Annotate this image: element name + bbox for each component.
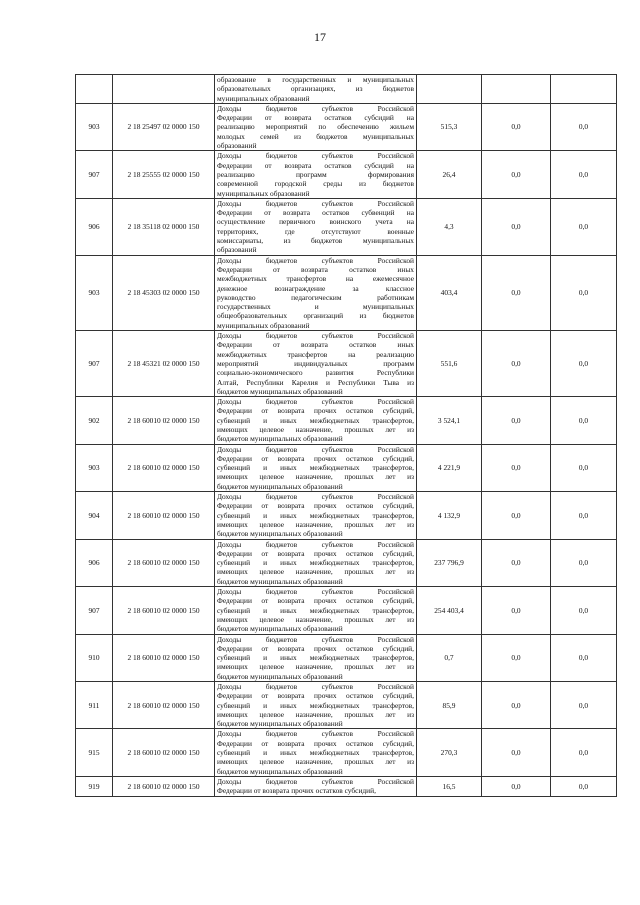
revenue-code-cell: 2 18 35118 02 0000 150	[113, 198, 215, 255]
revenue-name-line: Федерации от возврата прочих остатков субсидий,	[217, 691, 414, 701]
admin-code-cell: 903	[76, 103, 113, 150]
revenue-name-line: Федерации от возврата остатков иных	[217, 340, 414, 350]
amount-year3-cell: 0,0	[551, 397, 617, 444]
revenue-name-line: муниципальных образований	[217, 188, 310, 198]
amount-year2-cell: 0,0	[482, 776, 551, 796]
table-row	[76, 397, 617, 444]
revenue-code-cell	[113, 75, 215, 104]
revenue-name-line: Доходы бюджетов субъектов Российской	[217, 198, 414, 208]
revenue-name-line: денежное вознаграждение за классное	[217, 283, 414, 293]
admin-code-cell: 907	[76, 331, 113, 397]
table-row	[76, 103, 617, 150]
revenue-code-cell: 2 18 45303 02 0000 150	[113, 255, 215, 330]
revenue-name-line: Федерации от возврата прочих остатков субсидий,	[217, 738, 414, 748]
table-row	[76, 75, 617, 104]
revenue-name-line: Алтай, Республики Карелия и Республики Тыва из	[217, 377, 414, 387]
revenue-name-line: бюджетов муниципальных образований	[217, 434, 343, 444]
table-row	[76, 444, 617, 491]
amount-year2-cell: 0,0	[482, 682, 551, 729]
revenue-name-line: имеющих целевое назначение, прошлых лет из	[217, 567, 414, 577]
revenue-code-cell: 2 18 60010 02 0000 150	[113, 587, 215, 634]
revenue-name-line: Федерации от возврата прочих остатков субсидий,	[217, 453, 414, 463]
revenue-name-cell	[215, 444, 417, 491]
amount-year3-cell: 0,0	[551, 682, 617, 729]
amount-year2-cell: 0,0	[482, 539, 551, 586]
amount-year1-cell: 4 221,9	[417, 444, 482, 491]
table-row	[76, 331, 617, 397]
amount-year2-cell: 0,0	[482, 587, 551, 634]
revenue-name-line: бюджетов муниципальных образований	[217, 671, 343, 681]
amount-year3-cell: 0,0	[551, 587, 617, 634]
revenue-name-line: Доходы бюджетов субъектов Российской	[217, 539, 414, 549]
revenue-name-line: мероприятий индивидуальных программ	[217, 358, 414, 368]
revenue-name-line: муниципальных образований	[217, 93, 310, 103]
amount-year1-cell: 270,3	[417, 729, 482, 776]
revenue-name-line: социально-экономического развития Республики	[217, 368, 414, 378]
revenue-name-line: общеобразовательных организаций из бюджетов	[217, 311, 414, 321]
admin-code-cell: 903	[76, 444, 113, 491]
revenue-name-line: Доходы бюджетов субъектов Российской	[217, 255, 414, 265]
amount-year3-cell: 0,0	[551, 331, 617, 397]
amount-year3-cell: 0,0	[551, 729, 617, 776]
amount-year2-cell: 0,0	[482, 103, 551, 150]
amount-year1-cell: 85,9	[417, 682, 482, 729]
revenue-name-line: бюджетов муниципальных образований	[217, 481, 343, 491]
amount-year3-cell: 0,0	[551, 103, 617, 150]
amount-year2-cell: 0,0	[482, 198, 551, 255]
revenue-name-line: имеющих целевое назначение, прошлых лет из	[217, 472, 414, 482]
revenue-name-line: межбюджетных трансфертов на реализацию	[217, 349, 414, 359]
revenue-table	[75, 74, 617, 797]
revenue-name-line: Доходы бюджетов субъектов Российской	[217, 776, 414, 786]
amount-year1-cell: 254 403,4	[417, 587, 482, 634]
table-row	[76, 682, 617, 729]
revenue-name-line: имеющих целевое назначение, прошлых лет из	[217, 662, 414, 672]
revenue-name-line: образований	[217, 141, 257, 151]
revenue-name-line: образование в государственных и муниципальных	[217, 75, 414, 84]
amount-year2-cell	[482, 75, 551, 104]
revenue-name-cell	[215, 776, 417, 796]
amount-year3-cell: 0,0	[551, 255, 617, 330]
revenue-name-line: комиссариаты, из бюджетов муниципальных	[217, 236, 414, 246]
revenue-name-line: субвенций и иных межбюджетных трансфертов,	[217, 558, 414, 568]
amount-year1-cell: 4,3	[417, 198, 482, 255]
revenue-name-line: субвенций и иных межбюджетных трансфертов,	[217, 510, 414, 520]
revenue-code-cell: 2 18 45321 02 0000 150	[113, 331, 215, 397]
admin-code-cell: 904	[76, 492, 113, 539]
amount-year2-cell: 0,0	[482, 634, 551, 681]
amount-year2-cell: 0,0	[482, 331, 551, 397]
revenue-name-line: Федерации от возврата остатков субсидий на	[217, 113, 414, 123]
revenue-name-line: осуществление первичного воинского учета на	[217, 217, 414, 227]
revenue-name-line: Федерации от возврата прочих остатков субсидий,	[217, 786, 376, 796]
revenue-name-cell	[215, 198, 417, 255]
revenue-name-line: Доходы бюджетов субъектов Российской	[217, 151, 414, 161]
revenue-name-line: руководство педагогическим работникам	[217, 292, 414, 302]
table-row	[76, 634, 617, 681]
revenue-name-line: Федерации от возврата остатков субсидий на	[217, 160, 414, 170]
revenue-name-line: Доходы бюджетов субъектов Российской	[217, 492, 414, 502]
revenue-code-cell: 2 18 60010 02 0000 150	[113, 776, 215, 796]
amount-year2-cell: 0,0	[482, 255, 551, 330]
revenue-name-line: бюджетов муниципальных образований	[217, 624, 343, 634]
revenue-table-body	[76, 75, 617, 797]
revenue-name-line: имеющих целевое назначение, прошлых лет из	[217, 519, 414, 529]
revenue-name-line: субвенций и иных межбюджетных трансфертов,	[217, 748, 414, 758]
revenue-name-line: субвенций и иных межбюджетных трансфертов,	[217, 700, 414, 710]
revenue-name-line: Федерации от возврата остатков иных	[217, 264, 414, 274]
revenue-name-line: субвенций и иных межбюджетных трансфертов,	[217, 463, 414, 473]
table-row	[76, 492, 617, 539]
revenue-name-line: межбюджетных трансфертов на ежемесячное	[217, 274, 414, 284]
revenue-name-line: реализацию мероприятий по обеспечению жильем	[217, 122, 414, 132]
revenue-name-line: бюджетов муниципальных образований	[217, 386, 343, 396]
revenue-name-line: субвенций и иных межбюджетных трансфертов,	[217, 653, 414, 663]
amount-year1-cell: 403,4	[417, 255, 482, 330]
admin-code-cell: 902	[76, 397, 113, 444]
table-row	[76, 776, 617, 796]
revenue-name-line: бюджетов муниципальных образований	[217, 766, 343, 776]
amount-year1-cell: 3 524,1	[417, 397, 482, 444]
revenue-name-cell	[215, 729, 417, 776]
revenue-name-line: Федерации от возврата прочих остатков субсидий,	[217, 643, 414, 653]
amount-year1-cell: 0,7	[417, 634, 482, 681]
amount-year3-cell: 0,0	[551, 634, 617, 681]
amount-year1-cell: 237 796,9	[417, 539, 482, 586]
revenue-name-line: бюджетов муниципальных образований	[217, 576, 343, 586]
amount-year1-cell: 26,4	[417, 151, 482, 198]
revenue-name-cell	[215, 682, 417, 729]
revenue-name-line: имеющих целевое назначение, прошлых лет из	[217, 757, 414, 767]
amount-year1-cell: 4 132,9	[417, 492, 482, 539]
revenue-name-line: Доходы бюджетов субъектов Российской	[217, 444, 414, 454]
revenue-name-line: современной городской среды из бюджетов	[217, 179, 414, 189]
revenue-name-cell	[215, 634, 417, 681]
revenue-name-cell	[215, 331, 417, 397]
admin-code-cell: 907	[76, 151, 113, 198]
revenue-name-line: Доходы бюджетов субъектов Российской	[217, 682, 414, 691]
table-row	[76, 198, 617, 255]
revenue-code-cell: 2 18 60010 02 0000 150	[113, 492, 215, 539]
revenue-name-line: Федерации от возврата прочих остатков субсидий,	[217, 548, 414, 558]
amount-year2-cell: 0,0	[482, 729, 551, 776]
page-number: 17	[314, 30, 326, 44]
revenue-name-line: имеющих целевое назначение, прошлых лет из	[217, 614, 414, 624]
amount-year2-cell: 0,0	[482, 492, 551, 539]
revenue-name-line: Доходы бюджетов субъектов Российской	[217, 331, 414, 341]
amount-year2-cell: 0,0	[482, 397, 551, 444]
table-row	[76, 729, 617, 776]
amount-year3-cell: 0,0	[551, 776, 617, 796]
amount-year1-cell	[417, 75, 482, 104]
admin-code-cell: 906	[76, 539, 113, 586]
revenue-name-line: Доходы бюджетов субъектов Российской	[217, 397, 414, 407]
revenue-name-line: образований	[217, 245, 257, 255]
revenue-name-line: Федерации от возврата остатков субвенций на	[217, 208, 414, 218]
revenue-name-line: бюджетов муниципальных образований	[217, 719, 343, 729]
revenue-name-line: имеющих целевое назначение, прошлых лет из	[217, 709, 414, 719]
admin-code-cell	[76, 75, 113, 104]
revenue-code-cell: 2 18 25497 02 0000 150	[113, 103, 215, 150]
revenue-code-cell: 2 18 25555 02 0000 150	[113, 151, 215, 198]
amount-year2-cell: 0,0	[482, 151, 551, 198]
amount-year1-cell: 515,3	[417, 103, 482, 150]
admin-code-cell: 919	[76, 776, 113, 796]
amount-year3-cell	[551, 75, 617, 104]
revenue-name-line: государственных и муниципальных	[217, 302, 414, 312]
amount-year3-cell: 0,0	[551, 492, 617, 539]
revenue-code-cell: 2 18 60010 02 0000 150	[113, 634, 215, 681]
revenue-name-line: Федерации от возврата прочих остатков субсидий,	[217, 596, 414, 606]
table-row	[76, 255, 617, 330]
amount-year3-cell: 0,0	[551, 539, 617, 586]
revenue-name-line: бюджетов муниципальных образований	[217, 529, 343, 539]
revenue-name-cell	[215, 103, 417, 150]
revenue-name-line: молодых семей из бюджетов муниципальных	[217, 131, 414, 141]
admin-code-cell: 915	[76, 729, 113, 776]
revenue-name-line: образовательных организациях, из бюджетов	[217, 84, 414, 94]
revenue-code-cell: 2 18 60010 02 0000 150	[113, 729, 215, 776]
revenue-name-cell	[215, 587, 417, 634]
revenue-name-line: субвенций и иных межбюджетных трансфертов,	[217, 605, 414, 615]
revenue-name-cell	[215, 255, 417, 330]
admin-code-cell: 907	[76, 587, 113, 634]
revenue-name-cell	[215, 539, 417, 586]
amount-year3-cell: 0,0	[551, 151, 617, 198]
revenue-name-line: Федерации от возврата прочих остатков субсидий,	[217, 501, 414, 511]
revenue-name-line: Доходы бюджетов субъектов Российской	[217, 634, 414, 644]
revenue-name-line: территориях, где отсутствуют военные	[217, 226, 414, 236]
amount-year3-cell: 0,0	[551, 198, 617, 255]
revenue-name-line: Доходы бюджетов субъектов Российской	[217, 103, 414, 113]
revenue-code-cell: 2 18 60010 02 0000 150	[113, 682, 215, 729]
admin-code-cell: 903	[76, 255, 113, 330]
amount-year3-cell: 0,0	[551, 444, 617, 491]
admin-code-cell: 911	[76, 682, 113, 729]
revenue-name-line: Федерации от возврата прочих остатков субсидий,	[217, 406, 414, 416]
revenue-code-cell: 2 18 60010 02 0000 150	[113, 397, 215, 444]
table-row	[76, 587, 617, 634]
amount-year1-cell: 551,6	[417, 331, 482, 397]
admin-code-cell: 906	[76, 198, 113, 255]
amount-year1-cell: 16,5	[417, 776, 482, 796]
revenue-code-cell: 2 18 60010 02 0000 150	[113, 539, 215, 586]
revenue-name-line: Доходы бюджетов субъектов Российской	[217, 729, 414, 739]
revenue-name-line: муниципальных образований	[217, 320, 310, 330]
revenue-code-cell: 2 18 60010 02 0000 150	[113, 444, 215, 491]
amount-year2-cell: 0,0	[482, 444, 551, 491]
revenue-name-line: субвенций и иных межбюджетных трансфертов,	[217, 415, 414, 425]
revenue-name-line: реализацию программ формирования	[217, 169, 414, 179]
admin-code-cell: 910	[76, 634, 113, 681]
table-row	[76, 539, 617, 586]
table-row	[76, 151, 617, 198]
revenue-name-cell	[215, 397, 417, 444]
revenue-name-cell	[215, 492, 417, 539]
revenue-name-cell	[215, 75, 417, 104]
revenue-name-line: имеющих целевое назначение, прошлых лет из	[217, 424, 414, 434]
revenue-name-line: Доходы бюджетов субъектов Российской	[217, 587, 414, 597]
revenue-name-cell	[215, 151, 417, 198]
